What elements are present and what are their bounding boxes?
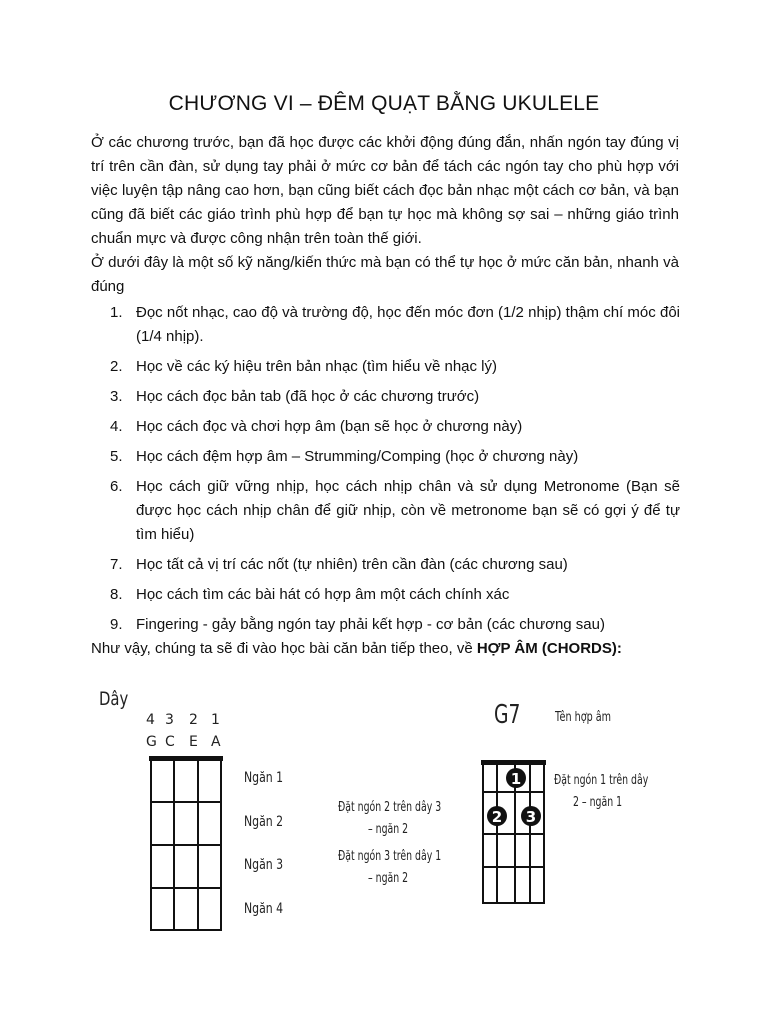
list-item-text: Học cách đệm hợp âm – Strumming/Comping (học ở chương này)	[136, 448, 579, 465]
fret-label: Ngăn 4	[244, 901, 284, 917]
finger-dot-1	[506, 768, 526, 788]
string-name: A	[211, 734, 221, 750]
string-number: 1	[211, 712, 220, 728]
svg-text:2: 2	[491, 808, 503, 826]
reference-fretboard	[149, 756, 223, 930]
string-name: G	[146, 734, 157, 750]
finger3-note: Đặt ngón 3 trên dây 1	[338, 849, 442, 864]
string-name: E	[189, 734, 198, 750]
list-item-number: 9.	[110, 616, 123, 633]
list-item-number: 7.	[110, 556, 123, 573]
finger1-note: Đặt ngón 1 trên dây	[554, 773, 649, 788]
list-item-number: 6.	[110, 478, 123, 495]
list-item-number: 3.	[110, 388, 123, 405]
list-item-number: 2.	[110, 358, 123, 375]
list-item-text: Học cách đọc và chơi hợp âm (bạn sẽ học ở chương này)	[136, 418, 523, 435]
finger-dot-3	[521, 806, 541, 826]
svg-text:1: 1	[510, 770, 522, 788]
finger2-note: Đặt ngón 2 trên dây 3	[338, 800, 442, 815]
finger2-note: – ngăn 2	[368, 822, 409, 837]
finger1-note: 2 – ngăn 1	[573, 795, 623, 810]
string-number: 3	[165, 712, 174, 728]
list-item-text: Học cách giữ vững nhịp, học cách nhịp chân và sử dụng Metronome (Bạn sẽ được học cách nhịp chân để giữ nhịp, còn về metronome bạn sẽ có gợi ý để tự tìm hiểu)	[136, 478, 680, 543]
svg-text:3: 3	[525, 808, 537, 826]
list-item-text: Học về các ký hiệu trên bản nhạc (tìm hiểu về nhạc lý)	[136, 358, 498, 375]
list-item-number: 1.	[110, 304, 123, 321]
finger-dot-2	[487, 806, 507, 826]
intro-paragraph: Ở các chương trước, bạn đã học được các khởi động đúng đắn, nhấn ngón tay đúng vị trí trên cần đàn, sử dụng tay phải ở mức cơ bản để tách các ngón tay cho phù hợp với việc luyện tập nâng cao hơn, bạn cũng biết cách đọc bản nhạc một cách cơ bản, và bạn cũng đã biết các giáo trình phù hợp để bạn tự học mà không sợ sai – những giáo trình chuẩn mực và được công nhận trên toàn thế giới.	[91, 134, 679, 247]
chord-name-label: Tên hợp âm	[555, 710, 612, 725]
fret-label: Ngăn 3	[244, 857, 284, 873]
list-item-number: 4.	[110, 418, 123, 435]
list-item-text: Đọc nốt nhạc, cao độ và trường độ, học đến móc đơn (1/2 nhịp) thậm chí móc đôi (1/4 nhịp).	[136, 304, 680, 345]
list-item-text: Fingering - gảy bằng ngón tay phải kết hợp - cơ bản (các chương sau)	[136, 616, 605, 633]
list-item-number: 5.	[110, 448, 123, 465]
nut	[149, 756, 223, 761]
string-name: C	[165, 734, 175, 750]
string-number: 2	[189, 712, 198, 728]
list-item-text: Học cách đọc bản tab (đã học ở các chương trước)	[136, 388, 480, 405]
g7-fretboard	[481, 760, 546, 903]
chord-name: G7	[494, 700, 521, 730]
fret-label: Ngăn 1	[244, 770, 284, 786]
list-item-text: Học cách tìm các bài hát có hợp âm một cách chính xác	[136, 586, 510, 603]
finger3-note: – ngăn 2	[368, 871, 409, 886]
fret-label: Ngăn 2	[244, 814, 284, 830]
string-label: Dây	[99, 688, 129, 710]
list-item-number: 8.	[110, 586, 123, 603]
chords-heading: HỢP ÂM (CHORDS):	[476, 640, 622, 657]
nut	[481, 760, 546, 765]
string-number: 4	[146, 712, 155, 728]
outro-text: Như vậy, chúng ta sẽ đi vào học bài căn bản tiếp theo, về	[91, 640, 477, 657]
chapter-title: CHƯƠNG VI – ĐÊM QUẠT BẰNG UKULELE	[168, 92, 600, 115]
list-item-text: Học tất cả vị trí các nốt (tự nhiên) trên cần đàn (các chương sau)	[136, 556, 568, 573]
lead-paragraph: Ở dưới đây là một số kỹ năng/kiến thức mà bạn có thể tự học ở mức căn bản, nhanh và đúng	[91, 254, 679, 295]
